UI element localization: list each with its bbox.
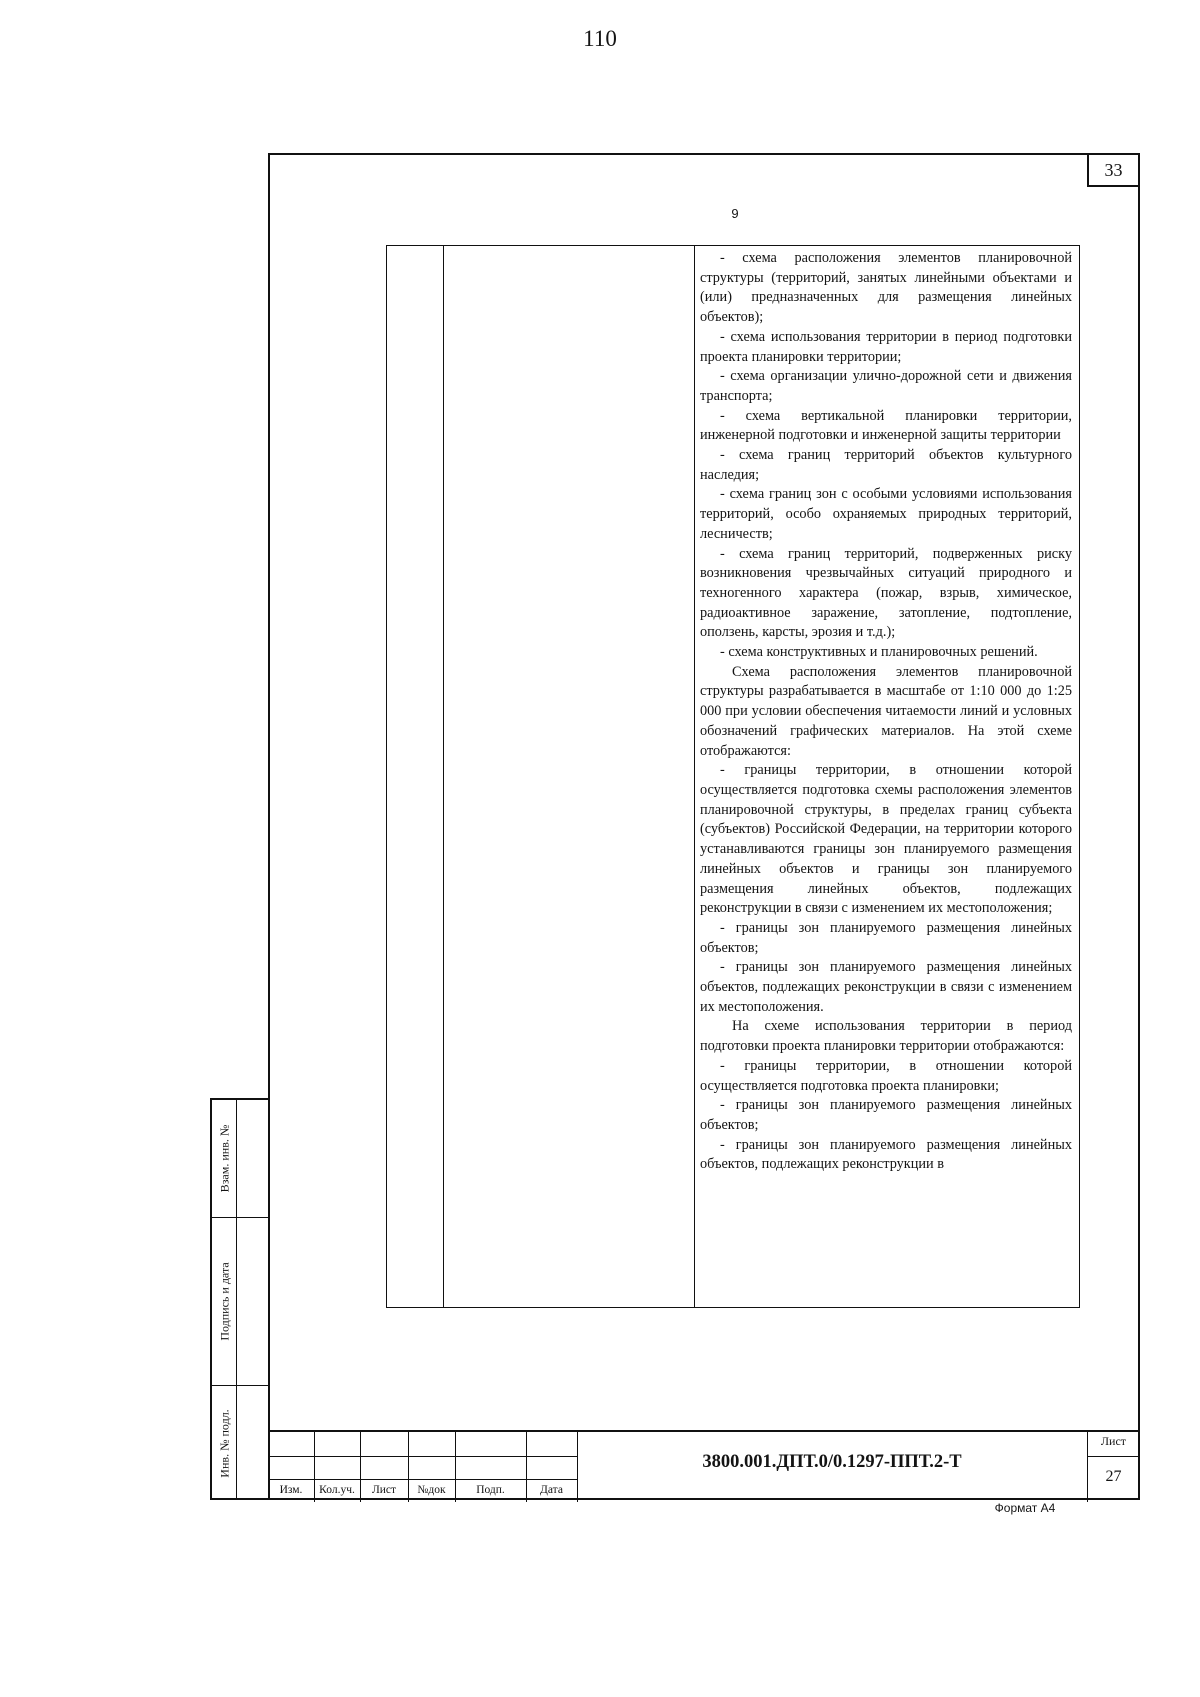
inner-page-number: 9 — [731, 206, 739, 221]
side-stamp-label: Инв. № подл. — [217, 1408, 232, 1478]
list-item: - схема расположения элементов планировочной структуры (территорий, занятых линейными объектами и (или) предназначенных для размещения линейных объектов); — [700, 250, 1072, 326]
list-item: - границы территории, в отношении которой осуществляется подготовка проекта планировки; — [700, 1057, 1072, 1094]
list-item: - схема использования территории в период подготовки проекта планировки территории; — [700, 328, 1072, 365]
sheet-number: 27 — [1105, 1468, 1122, 1485]
list-item: - схема организации улично-дорожной сети и движения транспорта; — [700, 368, 1072, 404]
list-item: - границы зон планируемого размещения линейных объектов, подлежащих реконструкции в — [700, 1136, 1072, 1173]
column-label-data: Дата — [540, 1484, 563, 1496]
list-item: - схема вертикальной планировки территории, инженерной подготовки и инженерной защиты территории — [700, 407, 1072, 444]
column-label-podp: Подп. — [476, 1484, 505, 1496]
side-stamp — [210, 1098, 268, 1500]
text-paragraph: Схема расположения элементов планировочной структуры разрабатывается в масштабе от 1:10 000 до 1:25 000 при условии обеспечения читаемости линий и условных обозначений графических материалов. На этой схеме отображаются: — [700, 663, 1072, 759]
list-item: - границы зон планируемого размещения линейных объектов, подлежащих реконструкции в связи с изменением их местоположения. — [700, 959, 1072, 1015]
sheet-label: Лист — [1100, 1434, 1127, 1448]
list-item: - схема границ зон с особыми условиями использования территорий, особо охраняемых природных территорий, лесничеств; — [700, 486, 1072, 542]
table-column-divider — [443, 246, 444, 1307]
side-stamp-cell — [212, 1386, 268, 1500]
table-column-divider — [694, 246, 695, 1307]
side-stamp-cell — [212, 1218, 268, 1386]
list-item: - границы территории, в отношении которой осуществляется подготовка схемы расположения элементов планировочной структуры, в пределах границ субъекта (субъектов) Российской Федерации, на территории которого устанавливаются границы зон планируемого размещения линейных объектов и границы зон планируемого размещения линейных объектов, подлежащих реконструкции в связи с изменением их местоположения; — [700, 762, 1072, 917]
side-stamp-label: Подпись и дата — [217, 1262, 232, 1341]
format-label: Формат А4 — [994, 1501, 1056, 1515]
side-stamp-cell — [212, 1100, 268, 1218]
table-text-column — [700, 249, 1072, 1175]
column-label-kol-uch: Кол.уч. — [319, 1484, 355, 1496]
side-stamp-label: Взам. инв. № — [217, 1124, 232, 1193]
list-item: - границы зон планируемого размещения линейных объектов; — [700, 919, 1072, 956]
list-item: - схема границ территорий объектов культурного наследия; — [700, 447, 1072, 483]
list-item: - схема границ территорий, подверженных риску возникновения чрезвычайных ситуаций природного и техногенного характера (пожар, взрыв, химическое, радиоактивное заражение, затопление, подтопление, оползень, карсты, эрозия и т.д.); — [700, 545, 1072, 641]
list-item: - схема конструктивных и планировочных решений. — [720, 644, 1038, 661]
column-label-list: Лист — [371, 1484, 397, 1496]
text-paragraph: На схеме использования территории в период подготовки проекта планировки территории отображаются: — [700, 1018, 1072, 1055]
column-label-izm: Изм. — [279, 1484, 303, 1496]
corner-number: 33 — [1087, 153, 1140, 187]
list-item: - границы зон планируемого размещения линейных объектов; — [700, 1097, 1072, 1133]
column-label-ndok: №док — [417, 1484, 446, 1496]
outer-page-number: 110 — [583, 26, 617, 51]
document-code: 3800.001.ДПТ.0/0.1297-ППТ.2-Т — [702, 1452, 962, 1472]
